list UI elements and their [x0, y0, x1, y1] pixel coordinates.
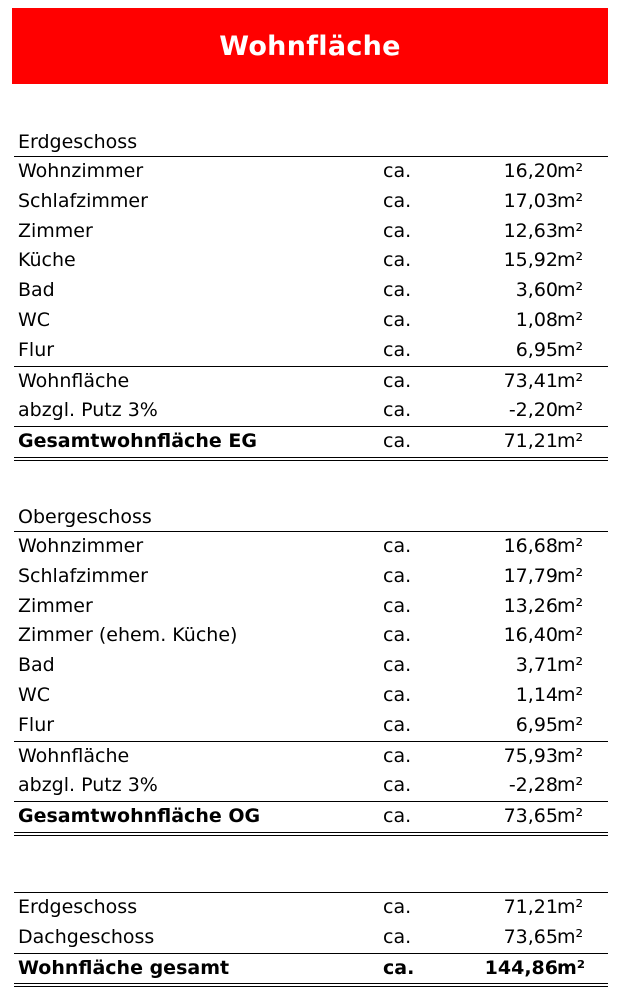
row-value: 73,65 [503, 805, 558, 828]
row-unit: m² [557, 338, 584, 361]
row-label: Erdgeschoss [18, 896, 138, 918]
row-label: Wohnzimmer [18, 535, 144, 557]
row-unit: m² [557, 594, 584, 617]
row-approx: ca. [383, 399, 412, 422]
section-heading: Obergeschoss [14, 503, 608, 532]
room-row [14, 157, 608, 187]
row-approx: ca. [383, 774, 412, 797]
row-unit: m² [557, 249, 584, 272]
subtotal-row [14, 366, 608, 397]
row-value: 6,95 [515, 713, 558, 736]
row-value: 71,21 [503, 896, 558, 918]
row-approx: ca. [383, 654, 412, 677]
row-approx: ca. [383, 805, 412, 828]
room-row [14, 217, 608, 247]
row-label: abzgl. Putz 3% [18, 399, 158, 422]
row-unit: m² [557, 564, 584, 587]
row-unit: m² [557, 744, 584, 767]
row-value: 16,20 [503, 160, 558, 182]
double-underline [14, 983, 608, 987]
row-label: Dachgeschoss [18, 925, 155, 948]
row-unit: m² [557, 624, 584, 647]
row-label: Flur [18, 338, 55, 361]
row-label: Gesamtwohnfläche EG [18, 430, 257, 453]
room-row [14, 306, 608, 336]
row-value: 17,79 [503, 564, 558, 587]
row-label: Wohnzimmer [18, 160, 144, 182]
row-label: Zimmer (ehem. Küche) [18, 624, 238, 647]
row-label: Schlafzimmer [18, 564, 148, 587]
room-row [14, 276, 608, 306]
row-unit: m² [557, 399, 584, 422]
row-unit: m² [557, 279, 584, 302]
grand-total-row [14, 953, 608, 984]
row-approx: ca. [383, 430, 412, 453]
row-unit: m² [557, 925, 584, 948]
row-unit: m² [557, 308, 584, 331]
row-value: 3,60 [515, 279, 558, 302]
double-underline [14, 832, 608, 836]
row-value: -2,20 [508, 399, 558, 422]
deduction-row [14, 396, 608, 426]
row-label: Wohnfläche gesamt [18, 956, 230, 979]
row-value: 17,03 [503, 189, 558, 212]
row-label: Küche [18, 249, 76, 272]
row-value: -2,28 [508, 774, 558, 797]
row-unit: m² [557, 219, 584, 242]
row-value: 1,14 [515, 683, 558, 706]
row-approx: ca. [383, 956, 415, 979]
row-unit: m² [557, 713, 584, 736]
room-row [14, 711, 608, 741]
row-approx: ca. [383, 564, 412, 587]
row-value: 71,21 [503, 430, 558, 453]
row-unit: m² [557, 956, 586, 979]
room-list [14, 157, 608, 366]
row-label: Zimmer [18, 219, 93, 242]
page-title: Wohnfläche [219, 30, 401, 62]
row-value: 73,65 [503, 925, 558, 948]
row-label: Bad [18, 279, 55, 302]
room-row [14, 246, 608, 276]
row-approx: ca. [383, 160, 412, 182]
row-approx: ca. [383, 624, 412, 647]
room-row [14, 592, 608, 622]
deduction-row [14, 771, 608, 801]
row-label: Zimmer [18, 594, 93, 617]
row-label: Gesamtwohnfläche OG [18, 805, 261, 828]
row-value: 144,86 [484, 956, 558, 979]
row-unit: m² [557, 683, 584, 706]
row-approx: ca. [383, 535, 412, 557]
row-unit: m² [557, 369, 584, 392]
room-list [14, 532, 608, 741]
section-summary [14, 892, 608, 987]
row-value: 73,41 [503, 369, 558, 392]
row-unit: m² [557, 805, 584, 828]
row-approx: ca. [383, 594, 412, 617]
row-approx: ca. [383, 369, 412, 392]
row-value: 3,71 [515, 654, 558, 677]
row-approx: ca. [383, 713, 412, 736]
row-approx: ca. [383, 189, 412, 212]
section-heading: Erdgeschoss [14, 128, 608, 157]
row-approx: ca. [383, 683, 412, 706]
row-unit: m² [557, 160, 584, 182]
summary-row [14, 892, 608, 923]
row-approx: ca. [383, 744, 412, 767]
row-value: 6,95 [515, 338, 558, 361]
row-label: WC [18, 308, 51, 331]
summary-row [14, 923, 608, 953]
row-unit: m² [557, 774, 584, 797]
row-label: abzgl. Putz 3% [18, 774, 158, 797]
room-row [14, 187, 608, 217]
row-unit: m² [557, 430, 584, 453]
row-value: 16,68 [503, 535, 558, 557]
row-label: WC [18, 683, 51, 706]
row-approx: ca. [383, 338, 412, 361]
row-approx: ca. [383, 896, 412, 918]
row-unit: m² [557, 535, 584, 557]
subtotal-row [14, 741, 608, 772]
row-label: Bad [18, 654, 55, 677]
row-value: 1,08 [515, 308, 558, 331]
row-approx: ca. [383, 925, 412, 948]
row-label: Schlafzimmer [18, 189, 148, 212]
row-value: 13,26 [503, 594, 558, 617]
title-banner [12, 8, 608, 84]
total-row [14, 426, 608, 457]
row-unit: m² [557, 654, 584, 677]
room-row [14, 336, 608, 366]
room-row [14, 651, 608, 681]
row-label: Wohnfläche [18, 744, 130, 767]
room-row [14, 681, 608, 711]
row-approx: ca. [383, 219, 412, 242]
room-row [14, 532, 608, 562]
total-row [14, 801, 608, 832]
section-obergeschoss [14, 503, 608, 836]
row-approx: ca. [383, 308, 412, 331]
row-value: 75,93 [503, 744, 558, 767]
row-value: 12,63 [503, 219, 558, 242]
row-unit: m² [557, 896, 584, 918]
row-label: Flur [18, 713, 55, 736]
row-approx: ca. [383, 279, 412, 302]
double-underline [14, 457, 608, 461]
row-value: 16,40 [503, 624, 558, 647]
row-approx: ca. [383, 249, 412, 272]
room-row [14, 562, 608, 592]
row-value: 15,92 [503, 249, 558, 272]
room-row [14, 621, 608, 651]
row-label: Wohnfläche [18, 369, 130, 392]
row-unit: m² [557, 189, 584, 212]
section-erdgeschoss [14, 128, 608, 461]
